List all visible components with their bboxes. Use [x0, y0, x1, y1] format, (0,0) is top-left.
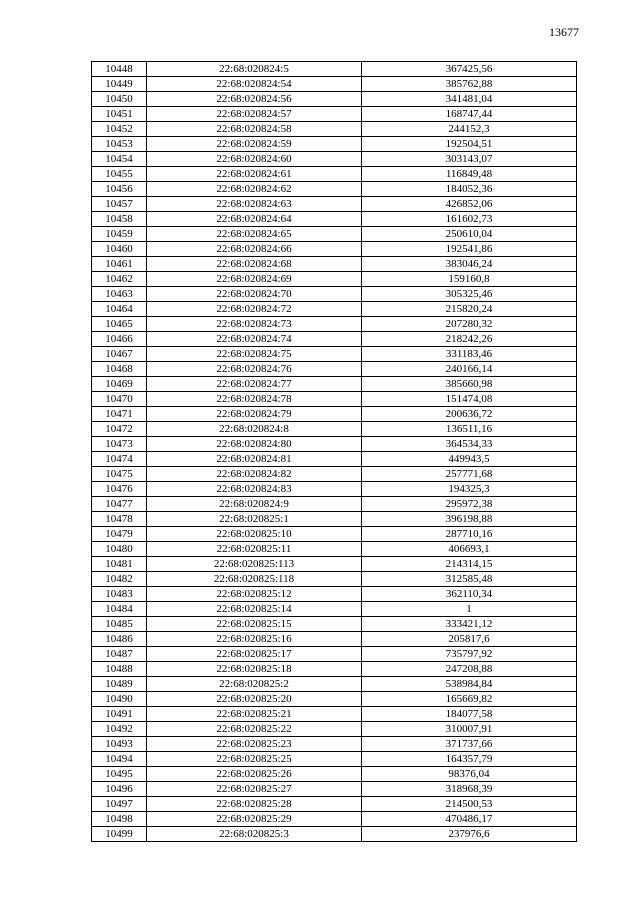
- table-row: [92, 167, 577, 182]
- value-cell: 164357,79: [362, 752, 577, 767]
- cadastral-number-cell: 22:68:020824:63: [147, 197, 362, 212]
- row-number-cell: 10482: [92, 572, 147, 587]
- cadastral-number-cell: 22:68:020824:79: [147, 407, 362, 422]
- value-cell: 735797,92: [362, 647, 577, 662]
- row-number-cell: 10476: [92, 482, 147, 497]
- cadastral-number-cell: 22:68:020824:81: [147, 452, 362, 467]
- table-row: [92, 422, 577, 437]
- table-row: [92, 62, 577, 77]
- value-cell: 192504,51: [362, 137, 577, 152]
- value-cell: 333421,12: [362, 617, 577, 632]
- cadastral-number-cell: 22:68:020824:83: [147, 482, 362, 497]
- table-row: [92, 467, 577, 482]
- value-cell: 364534,33: [362, 437, 577, 452]
- value-cell: 214500,53: [362, 797, 577, 812]
- row-number-cell: 10479: [92, 527, 147, 542]
- value-cell: 287710,16: [362, 527, 577, 542]
- cadastral-number-cell: 22:68:020825:22: [147, 722, 362, 737]
- value-cell: 1: [362, 602, 577, 617]
- cadastral-number-cell: 22:68:020824:70: [147, 287, 362, 302]
- cadastral-number-cell: 22:68:020825:12: [147, 587, 362, 602]
- row-number-cell: 10475: [92, 467, 147, 482]
- cadastral-number-cell: 22:68:020825:18: [147, 662, 362, 677]
- row-number-cell: 10488: [92, 662, 147, 677]
- row-number-cell: 10477: [92, 497, 147, 512]
- row-number-cell: 10483: [92, 587, 147, 602]
- table-row: [92, 587, 577, 602]
- row-number-cell: 10472: [92, 422, 147, 437]
- table-row: [92, 827, 577, 842]
- row-number-cell: 10453: [92, 137, 147, 152]
- table-row: [92, 797, 577, 812]
- row-number-cell: 10499: [92, 827, 147, 842]
- row-number-cell: 10464: [92, 302, 147, 317]
- value-cell: 218242,26: [362, 332, 577, 347]
- value-cell: 449943,5: [362, 452, 577, 467]
- cadastral-number-cell: 22:68:020824:69: [147, 272, 362, 287]
- row-number-cell: 10497: [92, 797, 147, 812]
- value-cell: 165669,82: [362, 692, 577, 707]
- value-cell: 98376,04: [362, 767, 577, 782]
- table-row: [92, 107, 577, 122]
- row-number-cell: 10459: [92, 227, 147, 242]
- table-row: [92, 362, 577, 377]
- value-cell: 295972,38: [362, 497, 577, 512]
- cadastral-number-cell: 22:68:020824:72: [147, 302, 362, 317]
- cadastral-number-cell: 22:68:020825:27: [147, 782, 362, 797]
- table-row: [92, 677, 577, 692]
- table-row: [92, 572, 577, 587]
- cadastral-number-cell: 22:68:020825:15: [147, 617, 362, 632]
- table-row: [92, 302, 577, 317]
- cadastral-number-cell: 22:68:020824:64: [147, 212, 362, 227]
- table-row: [92, 257, 577, 272]
- cadastral-number-cell: 22:68:020824:77: [147, 377, 362, 392]
- value-cell: 318968,39: [362, 782, 577, 797]
- value-cell: 244152,3: [362, 122, 577, 137]
- cadastral-number-cell: 22:68:020824:58: [147, 122, 362, 137]
- cadastral-number-cell: 22:68:020824:74: [147, 332, 362, 347]
- row-number-cell: 10456: [92, 182, 147, 197]
- table-row: [92, 557, 577, 572]
- value-cell: 194325,3: [362, 482, 577, 497]
- row-number-cell: 10494: [92, 752, 147, 767]
- cadastral-number-cell: 22:68:020825:28: [147, 797, 362, 812]
- row-number-cell: 10451: [92, 107, 147, 122]
- row-number-cell: 10485: [92, 617, 147, 632]
- table-row: [92, 77, 577, 92]
- cadastral-number-cell: 22:68:020825:14: [147, 602, 362, 617]
- row-number-cell: 10467: [92, 347, 147, 362]
- row-number-cell: 10473: [92, 437, 147, 452]
- table-row: [92, 812, 577, 827]
- table-row: [92, 737, 577, 752]
- row-number-cell: 10498: [92, 812, 147, 827]
- value-cell: 331183,46: [362, 347, 577, 362]
- table-row: [92, 197, 577, 212]
- row-number-cell: 10491: [92, 707, 147, 722]
- table-row: [92, 602, 577, 617]
- table-row: [92, 182, 577, 197]
- row-number-cell: 10490: [92, 692, 147, 707]
- table-row: [92, 407, 577, 422]
- row-number-cell: 10465: [92, 317, 147, 332]
- table-row: [92, 542, 577, 557]
- value-cell: 305325,46: [362, 287, 577, 302]
- cadastral-number-cell: 22:68:020824:68: [147, 257, 362, 272]
- cadastral-number-cell: 22:68:020825:1: [147, 512, 362, 527]
- value-cell: 116849,48: [362, 167, 577, 182]
- table-row: [92, 752, 577, 767]
- value-cell: 151474,08: [362, 392, 577, 407]
- cadastral-number-cell: 22:68:020824:59: [147, 137, 362, 152]
- cadastral-number-cell: 22:68:020824:61: [147, 167, 362, 182]
- cadastral-number-cell: 22:68:020824:65: [147, 227, 362, 242]
- cadastral-number-cell: 22:68:020825:16: [147, 632, 362, 647]
- row-number-cell: 10474: [92, 452, 147, 467]
- cadastral-number-cell: 22:68:020825:17: [147, 647, 362, 662]
- table-row: [92, 497, 577, 512]
- value-cell: 426852,06: [362, 197, 577, 212]
- row-number-cell: 10462: [92, 272, 147, 287]
- value-cell: 396198,88: [362, 512, 577, 527]
- cadastral-number-cell: 22:68:020824:66: [147, 242, 362, 257]
- cadastral-number-cell: 22:68:020824:76: [147, 362, 362, 377]
- row-number-cell: 10493: [92, 737, 147, 752]
- value-cell: 184077,58: [362, 707, 577, 722]
- table-row: [92, 122, 577, 137]
- row-number-cell: 10481: [92, 557, 147, 572]
- value-cell: 385660,98: [362, 377, 577, 392]
- value-cell: 136511,16: [362, 422, 577, 437]
- table-row: [92, 767, 577, 782]
- value-cell: 215820,24: [362, 302, 577, 317]
- cadastral-number-cell: 22:68:020825:21: [147, 707, 362, 722]
- value-cell: 310007,91: [362, 722, 577, 737]
- table-row: [92, 92, 577, 107]
- value-cell: 371737,66: [362, 737, 577, 752]
- cadastral-number-cell: 22:68:020824:8: [147, 422, 362, 437]
- row-number-cell: 10454: [92, 152, 147, 167]
- table-row: [92, 392, 577, 407]
- table-row: [92, 617, 577, 632]
- row-number-cell: 10449: [92, 77, 147, 92]
- row-number-cell: 10487: [92, 647, 147, 662]
- data-table: [91, 61, 577, 842]
- value-cell: 207280,32: [362, 317, 577, 332]
- cadastral-number-cell: 22:68:020824:78: [147, 392, 362, 407]
- cadastral-number-cell: 22:68:020824:75: [147, 347, 362, 362]
- table-row: [92, 707, 577, 722]
- cadastral-number-cell: 22:68:020824:54: [147, 77, 362, 92]
- value-cell: 184052,36: [362, 182, 577, 197]
- row-number-cell: 10460: [92, 242, 147, 257]
- row-number-cell: 10461: [92, 257, 147, 272]
- value-cell: 237976,6: [362, 827, 577, 842]
- value-cell: 538984,84: [362, 677, 577, 692]
- cadastral-number-cell: 22:68:020825:29: [147, 812, 362, 827]
- table-row: [92, 527, 577, 542]
- value-cell: 312585,48: [362, 572, 577, 587]
- value-cell: 200636,72: [362, 407, 577, 422]
- row-number-cell: 10448: [92, 62, 147, 77]
- cadastral-number-cell: 22:68:020825:26: [147, 767, 362, 782]
- value-cell: 168747,44: [362, 107, 577, 122]
- row-number-cell: 10469: [92, 377, 147, 392]
- table-row: [92, 632, 577, 647]
- value-cell: 192541,86: [362, 242, 577, 257]
- value-cell: 383046,24: [362, 257, 577, 272]
- value-cell: 205817,6: [362, 632, 577, 647]
- table-row: [92, 647, 577, 662]
- cadastral-number-cell: 22:68:020825:23: [147, 737, 362, 752]
- page-number: 13677: [549, 25, 579, 39]
- table-row: [92, 452, 577, 467]
- table-row: [92, 512, 577, 527]
- cadastral-number-cell: 22:68:020825:10: [147, 527, 362, 542]
- value-cell: 362110,34: [362, 587, 577, 602]
- row-number-cell: 10466: [92, 332, 147, 347]
- table-row: [92, 212, 577, 227]
- cadastral-number-cell: 22:68:020824:9: [147, 497, 362, 512]
- value-cell: 250610,04: [362, 227, 577, 242]
- row-number-cell: 10452: [92, 122, 147, 137]
- row-number-cell: 10463: [92, 287, 147, 302]
- value-cell: 341481,04: [362, 92, 577, 107]
- value-cell: 161602,73: [362, 212, 577, 227]
- table-row: [92, 782, 577, 797]
- cadastral-number-cell: 22:68:020824:57: [147, 107, 362, 122]
- row-number-cell: 10457: [92, 197, 147, 212]
- cadastral-number-cell: 22:68:020825:25: [147, 752, 362, 767]
- value-cell: 159160,8: [362, 272, 577, 287]
- cadastral-number-cell: 22:68:020824:5: [147, 62, 362, 77]
- table-row: [92, 272, 577, 287]
- value-cell: 406693,1: [362, 542, 577, 557]
- cadastral-number-cell: 22:68:020825:20: [147, 692, 362, 707]
- cadastral-number-cell: 22:68:020825:11: [147, 542, 362, 557]
- table-row: [92, 242, 577, 257]
- row-number-cell: 10468: [92, 362, 147, 377]
- cadastral-number-cell: 22:68:020824:73: [147, 317, 362, 332]
- table-row: [92, 332, 577, 347]
- table-row: [92, 152, 577, 167]
- table-row: [92, 287, 577, 302]
- row-number-cell: 10496: [92, 782, 147, 797]
- cadastral-number-cell: 22:68:020825:3: [147, 827, 362, 842]
- cadastral-number-cell: 22:68:020824:56: [147, 92, 362, 107]
- row-number-cell: 10492: [92, 722, 147, 737]
- row-number-cell: 10450: [92, 92, 147, 107]
- table-row: [92, 137, 577, 152]
- cadastral-number-cell: 22:68:020824:60: [147, 152, 362, 167]
- row-number-cell: 10470: [92, 392, 147, 407]
- row-number-cell: 10486: [92, 632, 147, 647]
- table-row: [92, 377, 577, 392]
- cadastral-number-cell: 22:68:020824:62: [147, 182, 362, 197]
- cadastral-number-cell: 22:68:020824:80: [147, 437, 362, 452]
- table-row: [92, 662, 577, 677]
- value-cell: 214314,15: [362, 557, 577, 572]
- cadastral-number-cell: 22:68:020825:2: [147, 677, 362, 692]
- table-row: [92, 482, 577, 497]
- row-number-cell: 10489: [92, 677, 147, 692]
- value-cell: 240166,14: [362, 362, 577, 377]
- row-number-cell: 10458: [92, 212, 147, 227]
- table-row: [92, 317, 577, 332]
- row-number-cell: 10495: [92, 767, 147, 782]
- row-number-cell: 10478: [92, 512, 147, 527]
- value-cell: 257771,68: [362, 467, 577, 482]
- table-row: [92, 347, 577, 362]
- table-row: [92, 437, 577, 452]
- value-cell: 303143,07: [362, 152, 577, 167]
- cadastral-number-cell: 22:68:020824:82: [147, 467, 362, 482]
- value-cell: 247208,88: [362, 662, 577, 677]
- value-cell: 470486,17: [362, 812, 577, 827]
- table-body: [92, 62, 577, 842]
- table-row: [92, 227, 577, 242]
- table-row: [92, 692, 577, 707]
- row-number-cell: 10471: [92, 407, 147, 422]
- value-cell: 367425,56: [362, 62, 577, 77]
- row-number-cell: 10484: [92, 602, 147, 617]
- value-cell: 385762,88: [362, 77, 577, 92]
- table-row: [92, 722, 577, 737]
- row-number-cell: 10455: [92, 167, 147, 182]
- row-number-cell: 10480: [92, 542, 147, 557]
- cadastral-number-cell: 22:68:020825:118: [147, 572, 362, 587]
- cadastral-number-cell: 22:68:020825:113: [147, 557, 362, 572]
